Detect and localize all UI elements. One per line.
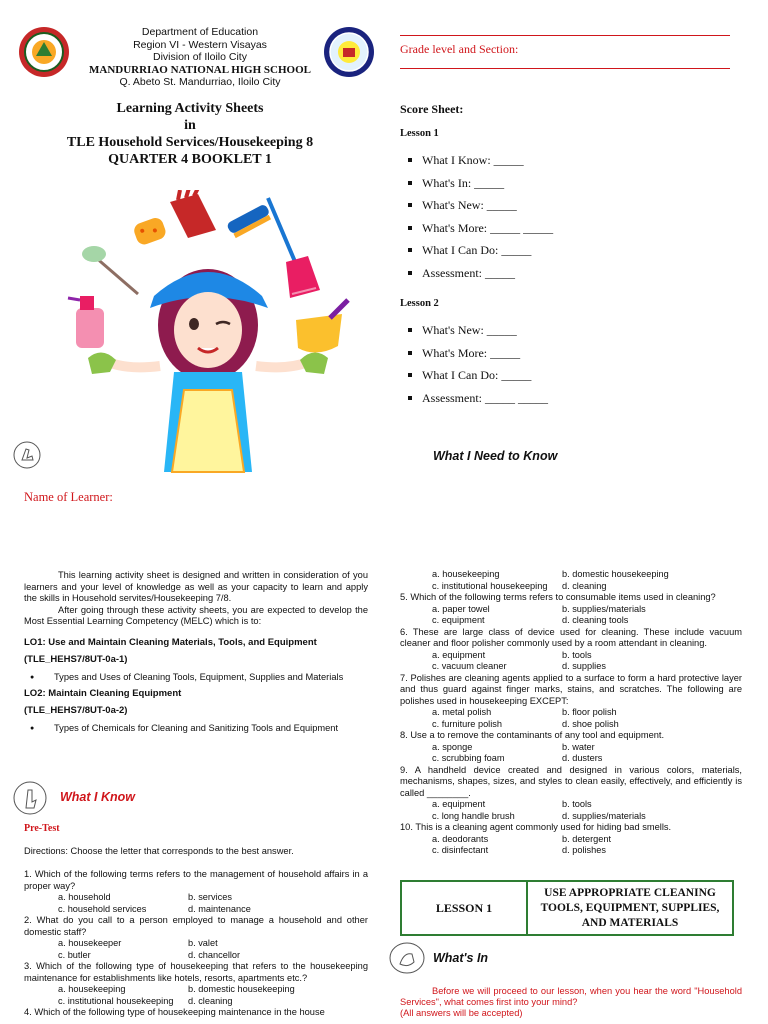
grade-bottom-line <box>400 68 730 69</box>
option-row <box>432 615 742 627</box>
option-d: d. maintenance <box>188 903 251 914</box>
lesson1-score-list <box>400 153 720 288</box>
option-b: b. supplies/materials <box>562 603 646 614</box>
option-row <box>432 569 742 581</box>
thinking-hand-icon <box>388 940 426 976</box>
option-row <box>432 753 742 765</box>
option-b: b. tools <box>562 799 592 809</box>
question: 4. Which of the following type of housekeeping maintenance in the house <box>24 1007 325 1017</box>
pretest-label: Pre-Test <box>24 823 60 834</box>
option-a: a. equipment <box>432 649 486 660</box>
questions-left <box>24 869 368 1019</box>
question-options <box>400 650 742 673</box>
question-options <box>24 892 368 915</box>
option-row <box>432 742 742 754</box>
option-c: c. household services <box>58 903 147 914</box>
score-item: What's New: _____ <box>400 198 720 221</box>
option-d: d. chancellor <box>188 949 241 960</box>
option-d: d. supplies <box>562 661 606 671</box>
question: 3. Which of the following type of housekeeping that refers to the housekeeping maintenance for establishments like hotels, resorts, apartments etc.? <box>24 961 368 983</box>
option-a: a. housekeeping <box>58 984 126 994</box>
hand-writing-icon <box>12 780 48 816</box>
lesson2-label: Lesson 2 <box>400 298 439 309</box>
option-d: d. dusters <box>562 753 603 763</box>
pointing-hand-icon <box>12 440 42 470</box>
intro-paragraph-1: This learning activity sheet is designed and written in consideration of you learners and your level of knowledge as well as your capacity to learn and apply the skills in Household servites/Housekeeping 7/8. <box>24 570 368 603</box>
question: 1. Which of the following terms refers to the management of household affairs in a proper way? <box>24 869 368 891</box>
option-a: a. metal polish <box>432 707 492 717</box>
option-row <box>58 892 368 904</box>
header-region: Region VI - Western Visayas <box>133 38 267 51</box>
option-row <box>432 707 742 719</box>
question: 10. This is a cleaning agent commonly used for hiding bad smells. <box>400 822 672 832</box>
option-b: b. water <box>562 741 595 752</box>
option-a: a. sponge <box>432 741 473 752</box>
question: 7. Polishes are cleaning agents applied to a surface to form a hard protective layer and thus guard against finger marks, stains, and scratches. The following are polishes used in housekeeping EXCEPT: <box>400 672 742 706</box>
option-c: c. disinfectant <box>432 845 489 855</box>
question: 5. Which of the following terms refers to consumable items used in cleaning? <box>400 592 716 602</box>
option-b: b. domestic housekeeping <box>562 569 669 579</box>
option-d: d. supplies/materials <box>562 810 646 821</box>
option-c: c. institutional housekeeping <box>58 995 174 1006</box>
option-row <box>58 938 368 950</box>
option-b: b. detergent <box>562 833 612 844</box>
score-item: What I Can Do: _____ <box>400 368 720 391</box>
cover-title-line3: TLE Household Services/Housekeeping 8 <box>66 135 314 150</box>
what-i-know-title: What I Know <box>60 790 135 804</box>
option-c: c. vacuum cleaner <box>432 661 507 671</box>
option-a: a. deodorants <box>432 833 489 844</box>
option-a: a. equipment <box>432 799 486 809</box>
lo1-code: (TLE_HEHS7/8UT-0a-1) <box>24 653 128 665</box>
question: 9. A handheld device created and designed in various colors, materials, mechanisms, shapes, sizes, and styles to clean easily, effectively, and efficiently is called ________. <box>400 764 742 798</box>
housekeeper-illustration <box>58 190 358 475</box>
option-d: d. cleaning <box>188 995 233 1006</box>
score-item: Assessment: _____ <box>400 266 720 289</box>
option-d: d. cleaning tools <box>562 615 629 625</box>
option-c: c. scrubbing foam <box>432 753 505 763</box>
score-sheet-title: Score Sheet: <box>400 102 464 116</box>
question: 6. These are large class of device used for cleaning. These include vacuum cleaner and floor polisher commonly used by a room attendant in cleaning. <box>400 626 742 648</box>
option-b: b. tools <box>562 649 592 660</box>
option-c: c. institutional housekeeping <box>432 580 548 591</box>
question-options <box>24 938 368 961</box>
intro-section <box>24 570 368 737</box>
score-item: What's More: _____ _____ <box>400 221 720 244</box>
option-row <box>58 904 368 916</box>
header-division: Division of Iloilo City <box>153 51 247 63</box>
option-row <box>432 845 742 857</box>
option-b: b. domestic housekeeping <box>188 984 295 994</box>
score-item: What I Can Do: _____ <box>400 243 720 266</box>
deped-seal-logo <box>323 26 375 78</box>
option-c: c. butler <box>58 949 91 960</box>
lesson1-label: Lesson 1 <box>400 128 439 139</box>
lesson2-score-list <box>400 323 720 413</box>
school-header <box>80 26 320 89</box>
cover-title <box>20 100 360 168</box>
option-b: b. valet <box>188 938 218 948</box>
option-row <box>58 950 368 962</box>
score-item: What's More: _____ <box>400 346 720 369</box>
option-row <box>58 996 368 1008</box>
option-row <box>432 650 742 662</box>
option-row <box>432 811 742 823</box>
questions-right <box>400 569 742 857</box>
whats-in-title: What's In <box>433 951 489 965</box>
option-d: d. shoe polish <box>562 718 619 729</box>
question-options <box>400 604 742 627</box>
grade-level-label: Grade level and Section: <box>400 42 519 56</box>
option-c: c. equipment <box>432 615 485 625</box>
name-of-learner-label: Name of Learner: <box>24 490 113 504</box>
what-i-need-to-know-title: What I Need to Know <box>433 449 558 463</box>
question-options <box>400 834 742 857</box>
question-options <box>400 569 742 592</box>
question-options <box>400 742 742 765</box>
option-c: c. furniture polish <box>432 718 502 729</box>
option-a: a. housekeeper <box>58 938 122 948</box>
cover-title-line1: Learning Activity Sheets <box>116 101 264 116</box>
option-c: c. long handle brush <box>432 810 515 821</box>
header-department: Department of Education <box>141 26 259 38</box>
intro-paragraph-2: After going through these activity sheets, you are expected to develop the Most Essential Learning Competency (MELC) which is to: <box>24 604 368 626</box>
whats-in-paragraph: Before we will proceed to our lesson, when you hear the word "Household Services", what comes first into your mind? <box>400 986 742 1007</box>
option-a: a. housekeeping <box>432 569 500 579</box>
option-row <box>58 984 368 996</box>
option-row <box>432 661 742 673</box>
question-options <box>400 799 742 822</box>
option-row <box>432 719 742 731</box>
option-row <box>432 604 742 616</box>
option-b: b. floor polish <box>562 707 617 717</box>
lo1-bullet: ● Types and Uses of Cleaning Tools, Equipment, Supplies and Materials <box>24 669 368 686</box>
lo2-title: LO2: Maintain Cleaning Equipment <box>24 687 182 699</box>
pretest-directions: Directions: Choose the letter that corresponds to the best answer. <box>24 846 294 856</box>
option-row <box>432 581 742 593</box>
question: 8. Use a to remove the contaminants of any tool and equipment. <box>400 730 665 740</box>
grade-top-line <box>400 35 730 36</box>
score-item: What's In: _____ <box>400 176 720 199</box>
option-d: d. polishes <box>562 845 606 855</box>
option-row <box>432 799 742 811</box>
option-row <box>432 834 742 846</box>
option-b: b. services <box>188 892 232 902</box>
option-a: a. paper towel <box>432 603 490 614</box>
question-options <box>24 984 368 1007</box>
cover-title-line2: in <box>184 118 196 133</box>
score-item: What's New: _____ <box>400 323 720 346</box>
lesson-box-label: LESSON 1 <box>402 882 528 934</box>
option-a: a. household <box>58 892 111 902</box>
score-item: What I Know: _____ <box>400 153 720 176</box>
lo2-code: (TLE_HEHS7/8UT-0a-2) <box>24 704 128 716</box>
lesson-box-title: USE APPROPRIATE CLEANING TOOLS, EQUIPMENT, SUPPLIES, AND MATERIALS <box>540 886 720 929</box>
header-address: Q. Abeto St. Mandurriao, Iloilo City <box>119 76 281 88</box>
question: 2. What do you call to a person employed to manage a household and other domestic staff? <box>24 915 368 937</box>
question-options <box>400 707 742 730</box>
option-d: d. cleaning <box>562 580 607 591</box>
lo1-title: LO1: Use and Maintain Cleaning Materials, Tools, and Equipment <box>24 636 317 648</box>
cover-title-line4: QUARTER 4 BOOKLET 1 <box>108 152 272 167</box>
lo2-bullet: ● Types of Chemicals for Cleaning and Sanitizing Tools and Equipment <box>24 720 368 737</box>
lesson-box <box>400 880 734 936</box>
score-item: Assessment: _____ _____ <box>400 391 720 414</box>
school-seal-logo <box>18 26 70 78</box>
whats-in-note: (All answers will be accepted) <box>400 1008 523 1018</box>
header-school-name: MANDURRIAO NATIONAL HIGH SCHOOL <box>89 63 311 76</box>
